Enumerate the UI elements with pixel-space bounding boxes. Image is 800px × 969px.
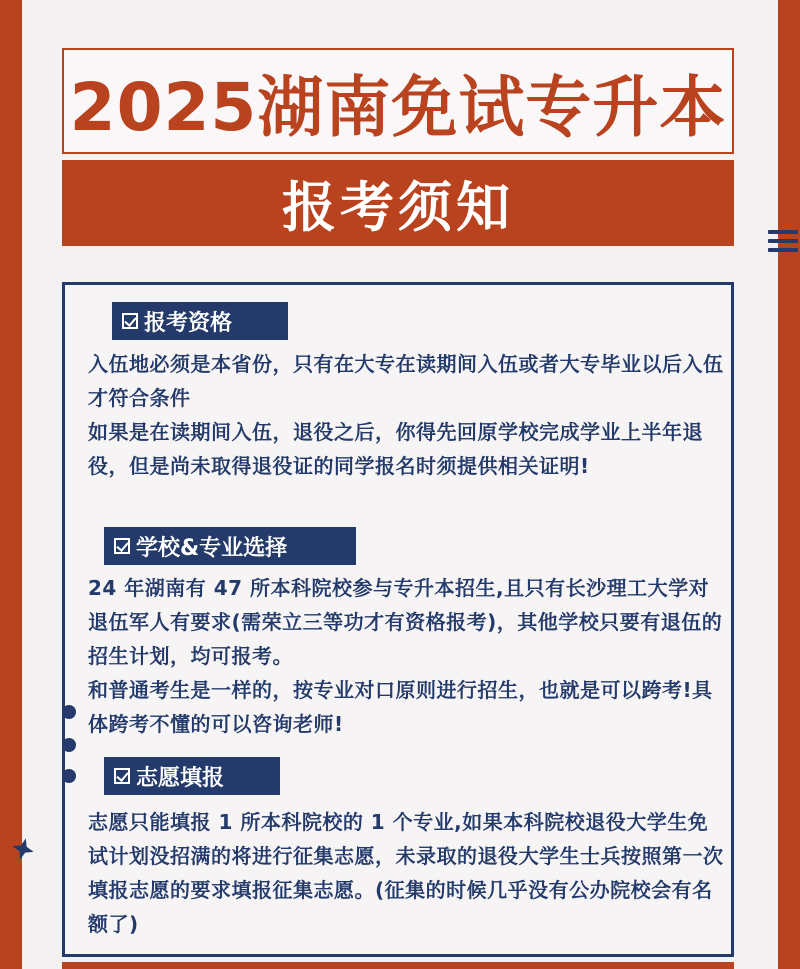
- decor-dot: [62, 769, 76, 783]
- section-header-eligibility: [112, 302, 288, 340]
- subtitle-banner: [62, 160, 734, 246]
- right-decor-stripe: [778, 0, 800, 969]
- section-paragraph: 24 年湖南有 47 所本科院校参与专升本招生,且只有长沙理工大学对退伍军人有要求(需荣立三等功才有资格报考)，其他学校只要有退伍的招生计划，均可报考。: [88, 576, 723, 668]
- section-heading: 学校&专业选择: [136, 535, 288, 561]
- bottom-decor-bar: [62, 962, 734, 969]
- section-paragraph: 和普通考生是一样的，按专业对口原则进行招生，也就是可以跨考!具体跨考不懂的可以咨询老师!: [88, 678, 713, 736]
- title-box: [62, 48, 734, 154]
- check-icon: [114, 538, 130, 554]
- section-header-application: [104, 757, 280, 795]
- check-icon: [122, 313, 138, 329]
- section-heading: 报考资格: [144, 310, 233, 336]
- section-paragraph: 入伍地必须是本省份，只有在大专在读期间入伍或者大专毕业以后入伍才符合条件: [88, 352, 724, 410]
- section-paragraph: 志愿只能填报 1 所本科院校的 1 个专业,如果本科院校退役大学生免试计划没招满的将进行征集志愿，未录取的退役大学生士兵按照第一次填报志愿的要求填报征集志愿。(征集的时候几乎没有公办院校会有名额了): [88, 810, 724, 936]
- menu-icon: [768, 230, 798, 257]
- section-heading: 志愿填报: [136, 765, 225, 791]
- decor-dot: [62, 705, 76, 719]
- decor-dot: [62, 738, 76, 752]
- page-subtitle: 报考须知: [282, 175, 514, 239]
- section-header-school-major: [104, 527, 356, 565]
- left-decor-stripe: [0, 0, 22, 969]
- star-icon: [10, 836, 36, 862]
- check-icon: [114, 768, 130, 784]
- section-paragraph: 如果是在读期间入伍，退役之后，你得先回原学校完成学业上半年退役，但是尚未取得退役证的同学报名时须提供相关证明!: [88, 420, 703, 478]
- page-title: 2025湖南免试专升本: [69, 68, 727, 146]
